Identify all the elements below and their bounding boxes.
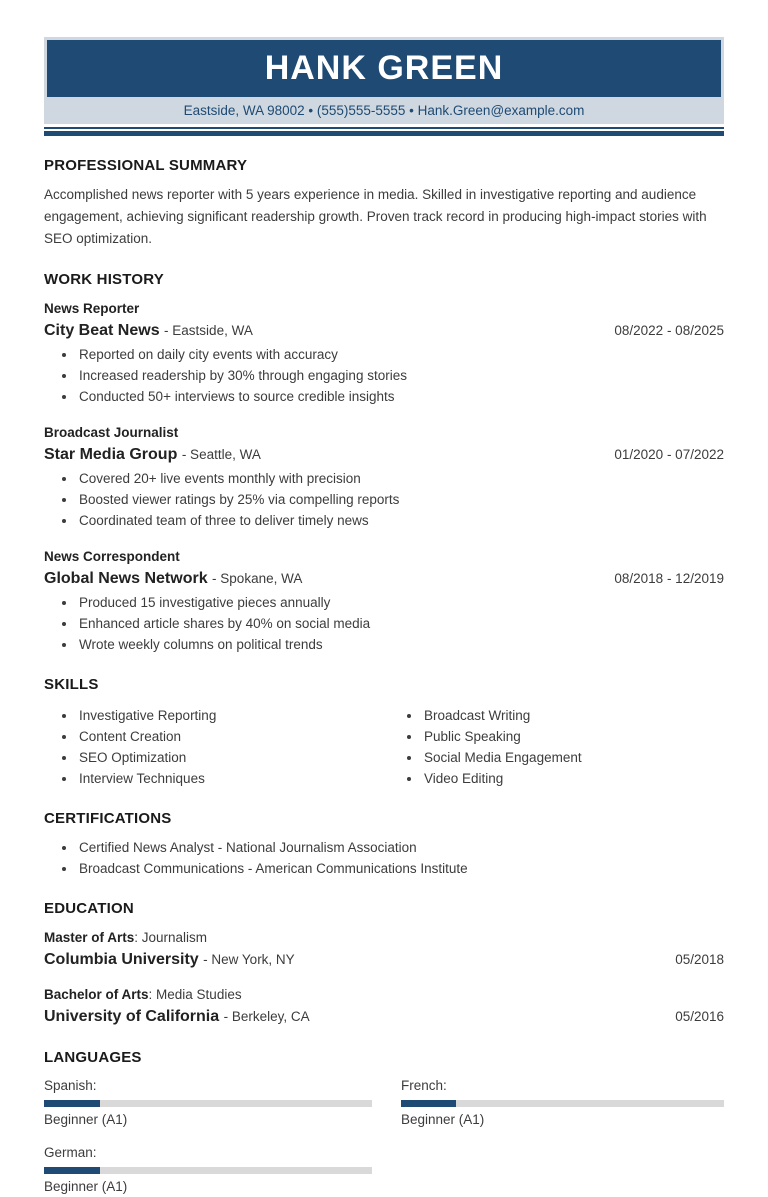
education-school-line [44,949,724,971]
job-bullet: • Conducted 50+ interviews to source credible insights [77,386,724,407]
job-bullet: • Coordinated team of three to deliver timely news [77,510,724,531]
education-entry [44,927,724,971]
candidate-name: HANK GREEN [264,49,504,87]
work-history-heading: WORK HISTORY [44,271,164,288]
education-date: 05/2018 [675,952,724,967]
language-progress-fill [44,1100,100,1107]
job-location: - Spokane, WA [212,571,303,586]
job-company-line [44,568,724,590]
job-bullets [44,592,724,655]
job-bullet: • Covered 20+ live events monthly with precision [77,468,724,489]
job-bullets [44,344,724,407]
job-dates: 08/2022 - 08/2025 [614,323,724,338]
job-company-location [44,320,253,342]
job-bullet: • Increased readership by 30% through engaging stories [77,365,724,386]
section-skills [44,676,724,789]
section-education [44,900,724,1028]
job-company-line [44,320,724,342]
job-entry [44,546,724,655]
language-level: Beginner (A1) [44,1112,128,1127]
education-location: - New York, NY [203,952,295,967]
language-item [401,1076,724,1130]
job-bullet: • Boosted viewer ratings by 25% via compelling reports [77,489,724,510]
languages-grid [44,1076,724,1197]
section-work-history [44,271,724,655]
education-field: : Journalism [134,930,208,945]
language-progress-track [401,1100,724,1107]
summary-heading: PROFESSIONAL SUMMARY [44,157,248,174]
language-item [44,1143,372,1197]
job-dates: 08/2018 - 12/2019 [614,571,724,586]
skill-item: • Public Speaking [422,726,724,747]
skill-item: • SEO Optimization [77,747,379,768]
education-heading: EDUCATION [44,900,134,917]
skill-item: • Social Media Engagement [422,747,724,768]
language-name: German: [44,1145,97,1160]
job-bullet: • Enhanced article shares by 40% on social media [77,613,724,634]
skill-item: • Broadcast Writing [422,705,724,726]
job-entry [44,298,724,407]
job-entry [44,422,724,531]
certification-list [44,837,724,879]
language-progress-track [44,1167,372,1174]
skills-column-right [389,705,724,789]
education-school: University of California [44,1008,220,1025]
job-bullets [44,468,724,531]
education-school: Columbia University [44,951,199,968]
skill-item: • Investigative Reporting [77,705,379,726]
job-company: Star Media Group [44,446,178,463]
language-level: Beginner (A1) [401,1112,485,1127]
language-name: French: [401,1078,447,1093]
certification-item: • Broadcast Communications - American Communications Institute [77,858,724,879]
language-progress-fill [401,1100,456,1107]
certification-item: • Certified News Analyst - National Journalism Association [77,837,724,858]
job-company: City Beat News [44,322,160,339]
job-bullet: • Produced 15 investigative pieces annually [77,592,724,613]
section-languages [44,1049,724,1197]
skills-columns [44,703,724,789]
languages-heading: LANGUAGES [44,1049,142,1066]
header-rule-thick [44,131,724,136]
language-level: Beginner (A1) [44,1179,128,1194]
skill-item: • Video Editing [422,768,724,789]
education-location: - Berkeley, CA [223,1009,310,1024]
skill-item: • Interview Techniques [77,768,379,789]
education-degree-line [44,984,724,1006]
education-degree-line [44,927,724,949]
job-bullet: • Wrote weekly columns on political trends [77,634,724,655]
skill-item: • Content Creation [77,726,379,747]
education-school-line [44,1006,724,1028]
education-school-location [44,1006,310,1028]
education-degree: Master of Arts [44,930,135,945]
skills-column-left [44,705,379,789]
job-location: - Seattle, WA [181,447,261,462]
skills-heading: SKILLS [44,676,99,693]
job-company: Global News Network [44,570,208,587]
education-field: : Media Studies [148,987,242,1002]
language-progress-fill [44,1167,100,1174]
summary-text: Accomplished news reporter with 5 years experience in media. Skilled in investigative reporting and audience engagement, achieving significant readership growth. Proven track record in producing high-impact stories with SEO optimization. [44,187,707,246]
education-degree: Bachelor of Arts [44,987,149,1002]
section-certifications [44,810,724,879]
header-rule-thin [44,127,724,129]
job-title: Broadcast Journalist [44,425,179,440]
name-band [47,40,721,97]
job-dates: 01/2020 - 07/2022 [614,447,724,462]
education-entry [44,984,724,1028]
contact-band [47,97,721,124]
job-title: News Reporter [44,301,140,316]
job-company-location [44,444,261,466]
section-summary [44,157,724,250]
language-progress-track [44,1100,372,1107]
education-date: 05/2016 [675,1009,724,1024]
job-company-location [44,568,302,590]
job-bullet: • Reported on daily city events with accuracy [77,344,724,365]
language-item [44,1076,372,1130]
job-location: - Eastside, WA [164,323,253,338]
education-school-location [44,949,295,971]
resume-header [44,37,724,124]
certifications-heading: CERTIFICATIONS [44,810,172,827]
language-name: Spanish: [44,1078,97,1093]
job-title: News Correspondent [44,549,180,564]
job-company-line [44,444,724,466]
contact-info: Eastside, WA 98002 • (555)555-5555 • Hank.Green@example.com [183,103,585,118]
